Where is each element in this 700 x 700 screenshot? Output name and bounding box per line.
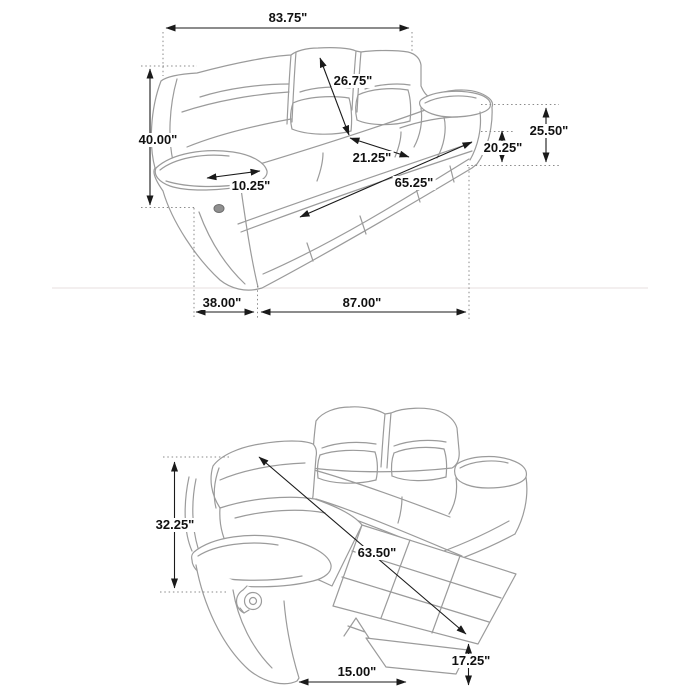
dim-label-back-cushion-height: 26.75" (333, 73, 373, 88)
dim-label-seat-width: 65.25" (394, 175, 434, 190)
dim-label-overall-width: 83.75" (268, 10, 308, 25)
dim-label-overall-height: 40.00" (138, 132, 178, 147)
dim-label-seat-back-height: 20.25" (483, 140, 523, 155)
power-recline-button (214, 205, 224, 213)
dim-label-footrest-length: 15.00" (337, 664, 377, 679)
dim-label-arm-rest-length: 10.25" (231, 178, 271, 193)
dim-label-footrest-height: 17.25" (451, 653, 491, 668)
dim-label-seat-depth: 21.25" (352, 150, 392, 165)
dim-label-arm-height: 25.50" (529, 123, 569, 138)
dim-label-overall-depth: 38.00" (202, 295, 242, 310)
sofa-front-view (151, 48, 492, 291)
dim-label-body-width: 87.00" (342, 295, 382, 310)
dim-label-reclined-length: 63.50" (357, 545, 397, 560)
dim-label-reclined-back-height: 32.25" (155, 517, 195, 532)
